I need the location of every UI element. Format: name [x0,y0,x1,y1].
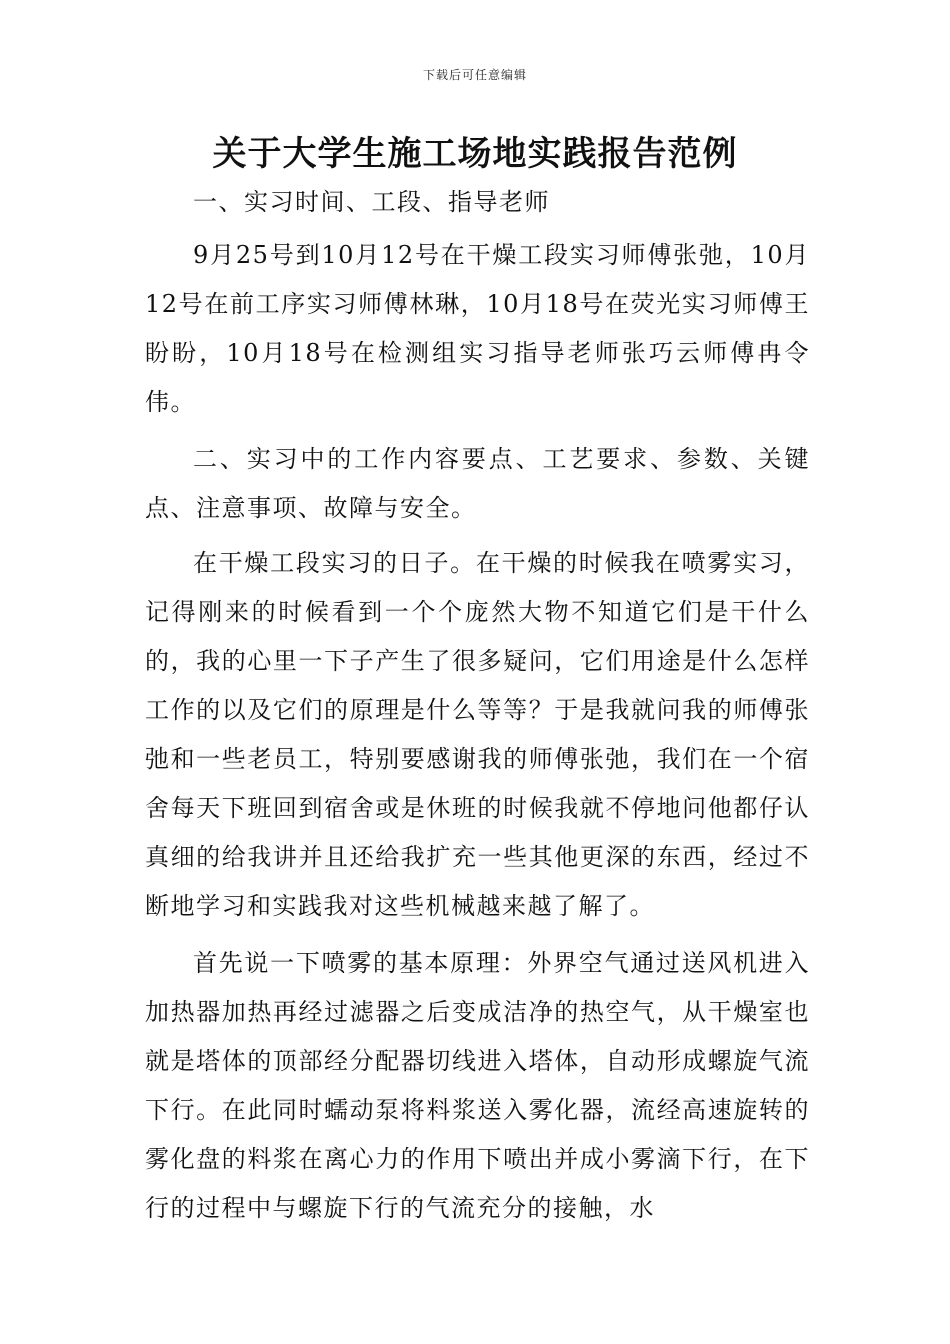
section-heading-1: 一、实习时间、工段、指导老师 [193,188,550,216]
paragraph-spray-principle: 首先说一下喷雾的基本原理：外界空气通过送风机进入加热器加热再经过滤器之后变成洁净的热空气，从干燥室也就是塔体的顶部经分配器切线进入塔体，自动形成螺旋气流下行。在此同时蠕动泵将料浆送入雾化器，流经高速旋转的雾化盘的料浆在离心力的作用下喷出并成小雾滴下行，在下行的过程中与螺旋下行的气流充分的接触，水 [145,949,810,1222]
document-title: 关于大学生施工场地实践报告范例 [212,134,738,174]
document-body [145,178,810,1233]
paragraph-internship-schedule: 9月25号到10月12号在干燥工段实习师傅张弛，10月12号在前工序实习师傅林琳，10月18号在荧光实习师傅王盼盼，10月18号在检测组实习指导老师张巧云师傅冉令伟。 [145,241,810,416]
paragraph-drying-section: 在干燥工段实习的日子。在干燥的时候我在喷雾实习，记得刚来的时候看到一个个庞然大物不知道它们是干什么的，我的心里一下子产生了很多疑问，它们用途是什么怎样工作的以及它们的原理是什么等等？于是我就问我的师傅张弛和一些老员工，特别要感谢我的师傅张弛，我们在一个宿舍每天下班回到宿舍或是休班的时候我就不停地问他都仔认真细的给我讲并且还给我扩充一些其他更深的东西，经过不断地学习和实践我对这些机械越来越了解了。 [145,549,810,920]
page-header-note: 下载后可任意编辑 [422,68,527,82]
section-heading-2: 二、实习中的工作内容要点、工艺要求、参数、关键点、注意事项、故障与安全。 [145,445,810,522]
